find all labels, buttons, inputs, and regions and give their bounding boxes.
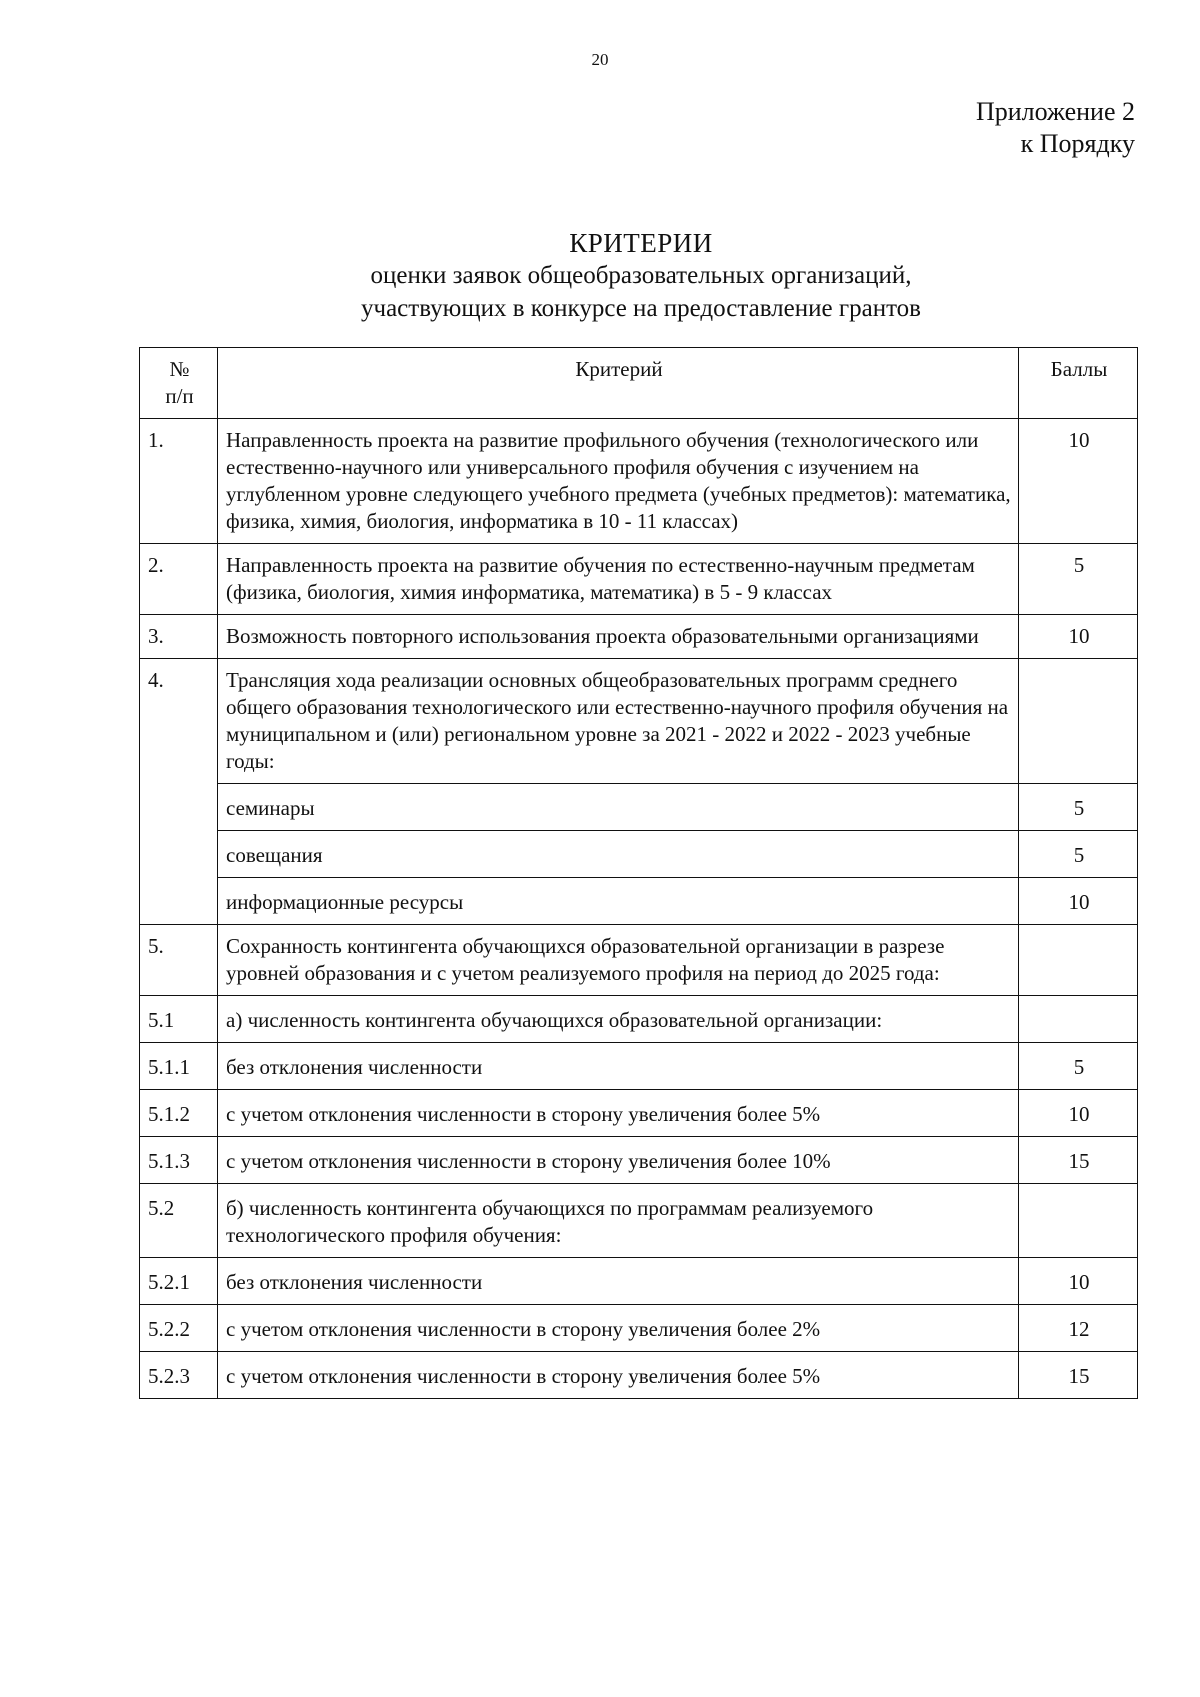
table-row (140, 544, 1138, 615)
row-score: 10 (1019, 615, 1138, 659)
header-criterion: Критерий (218, 348, 1019, 419)
row-criterion: семинары (218, 784, 1019, 831)
document-subtitle-line-1: оценки заявок общеобразовательных организаций, (370, 262, 912, 289)
row-score: 15 (1019, 1137, 1138, 1184)
row-score (1019, 659, 1138, 784)
table-row (140, 925, 1138, 996)
row-number: 5.2.3 (140, 1352, 218, 1399)
row-criterion: б) численность контингента обучающихся по программам реализуемого технологического профиля обучения: (218, 1184, 1019, 1258)
row-number: 5. (140, 925, 218, 996)
table-row (140, 878, 1138, 925)
table-row (140, 1305, 1138, 1352)
appendix-line-2: к Порядку (1020, 129, 1135, 158)
row-criterion: с учетом отклонения численности в сторону увеличения более 10% (218, 1137, 1019, 1184)
row-criterion: с учетом отклонения численности в сторону увеличения более 5% (218, 1352, 1019, 1399)
row-criterion: Возможность повторного использования проекта образовательными организациями (218, 615, 1019, 659)
table-row (140, 1090, 1138, 1137)
appendix-line-1: Приложение 2 (975, 97, 1135, 126)
row-number: 1. (140, 419, 218, 544)
document-subtitle-line-2: участвующих в конкурсе на предоставление грантов (361, 295, 921, 322)
row-score: 15 (1019, 1352, 1138, 1399)
row-number: 5.2 (140, 1184, 218, 1258)
row-score (1019, 996, 1138, 1043)
row-criterion: а) численность контингента обучающихся образовательной организации: (218, 996, 1019, 1043)
row-number: 5.1.2 (140, 1090, 218, 1137)
row-criterion: Трансляция хода реализации основных общеобразовательных программ среднего общего образования технологического или естественно-научного профиля обучения на муниципальном и (или) региональном уровне за 2021 - 2022 и 2022 - 2023 учебные годы: (218, 659, 1019, 784)
table-row (140, 615, 1138, 659)
page-number: 20 (591, 50, 609, 69)
table-row (140, 996, 1138, 1043)
row-criterion: Сохранность контингента обучающихся образовательной организации в разрезе уровней образования и с учетом реализуемого профиля на период до 2025 года: (218, 925, 1019, 996)
row-number: 4. (140, 659, 218, 925)
table-row (140, 1352, 1138, 1399)
document-title: КРИТЕРИИ (569, 228, 713, 258)
table-row (140, 1043, 1138, 1090)
header-number-line-1: № (169, 357, 190, 381)
row-score: 10 (1019, 1090, 1138, 1137)
row-score: 5 (1019, 784, 1138, 831)
row-criterion: с учетом отклонения численности в сторону увеличения более 2% (218, 1305, 1019, 1352)
table-row (140, 1137, 1138, 1184)
table-row (140, 659, 1138, 784)
row-score (1019, 1184, 1138, 1258)
row-score: 10 (1019, 419, 1138, 544)
header-number (140, 348, 218, 419)
row-number: 5.2.1 (140, 1258, 218, 1305)
row-criterion: с учетом отклонения численности в сторону увеличения более 5% (218, 1090, 1019, 1137)
row-criterion: информационные ресурсы (218, 878, 1019, 925)
row-number: 3. (140, 615, 218, 659)
row-number: 5.1.3 (140, 1137, 218, 1184)
row-criterion: совещания (218, 831, 1019, 878)
row-score: 10 (1019, 878, 1138, 925)
row-score: 5 (1019, 544, 1138, 615)
criteria-table (139, 347, 1138, 1399)
row-criterion: Направленность проекта на развитие обучения по естественно-научным предметам (физика, биология, химия информатика, математика) в 5 - 9 классах (218, 544, 1019, 615)
table-row (140, 1184, 1138, 1258)
document-heading (0, 227, 1200, 325)
row-number: 2. (140, 544, 218, 615)
row-number: 5.2.2 (140, 1305, 218, 1352)
row-score: 5 (1019, 831, 1138, 878)
row-score (1019, 925, 1138, 996)
row-criterion: без отклонения численности (218, 1258, 1019, 1305)
appendix-reference (976, 96, 1135, 160)
row-score: 5 (1019, 1043, 1138, 1090)
table-row (140, 784, 1138, 831)
table-row (140, 1258, 1138, 1305)
table-header-row (140, 348, 1138, 419)
row-number: 5.1.1 (140, 1043, 218, 1090)
row-score: 10 (1019, 1258, 1138, 1305)
header-number-line-2: п/п (165, 384, 194, 408)
table-row (140, 419, 1138, 544)
row-score: 12 (1019, 1305, 1138, 1352)
row-criterion: Направленность проекта на развитие профильного обучения (технологического или естественно-научного или универсального профиля обучения с изучением на углубленном уровне следующего учебного предмета (учебных предметов): математика, физика, химия, биология, информатика в 10 - 11 классах) (218, 419, 1019, 544)
row-number: 5.1 (140, 996, 218, 1043)
table-row (140, 831, 1138, 878)
row-criterion: без отклонения численности (218, 1043, 1019, 1090)
header-score: Баллы (1019, 348, 1138, 419)
